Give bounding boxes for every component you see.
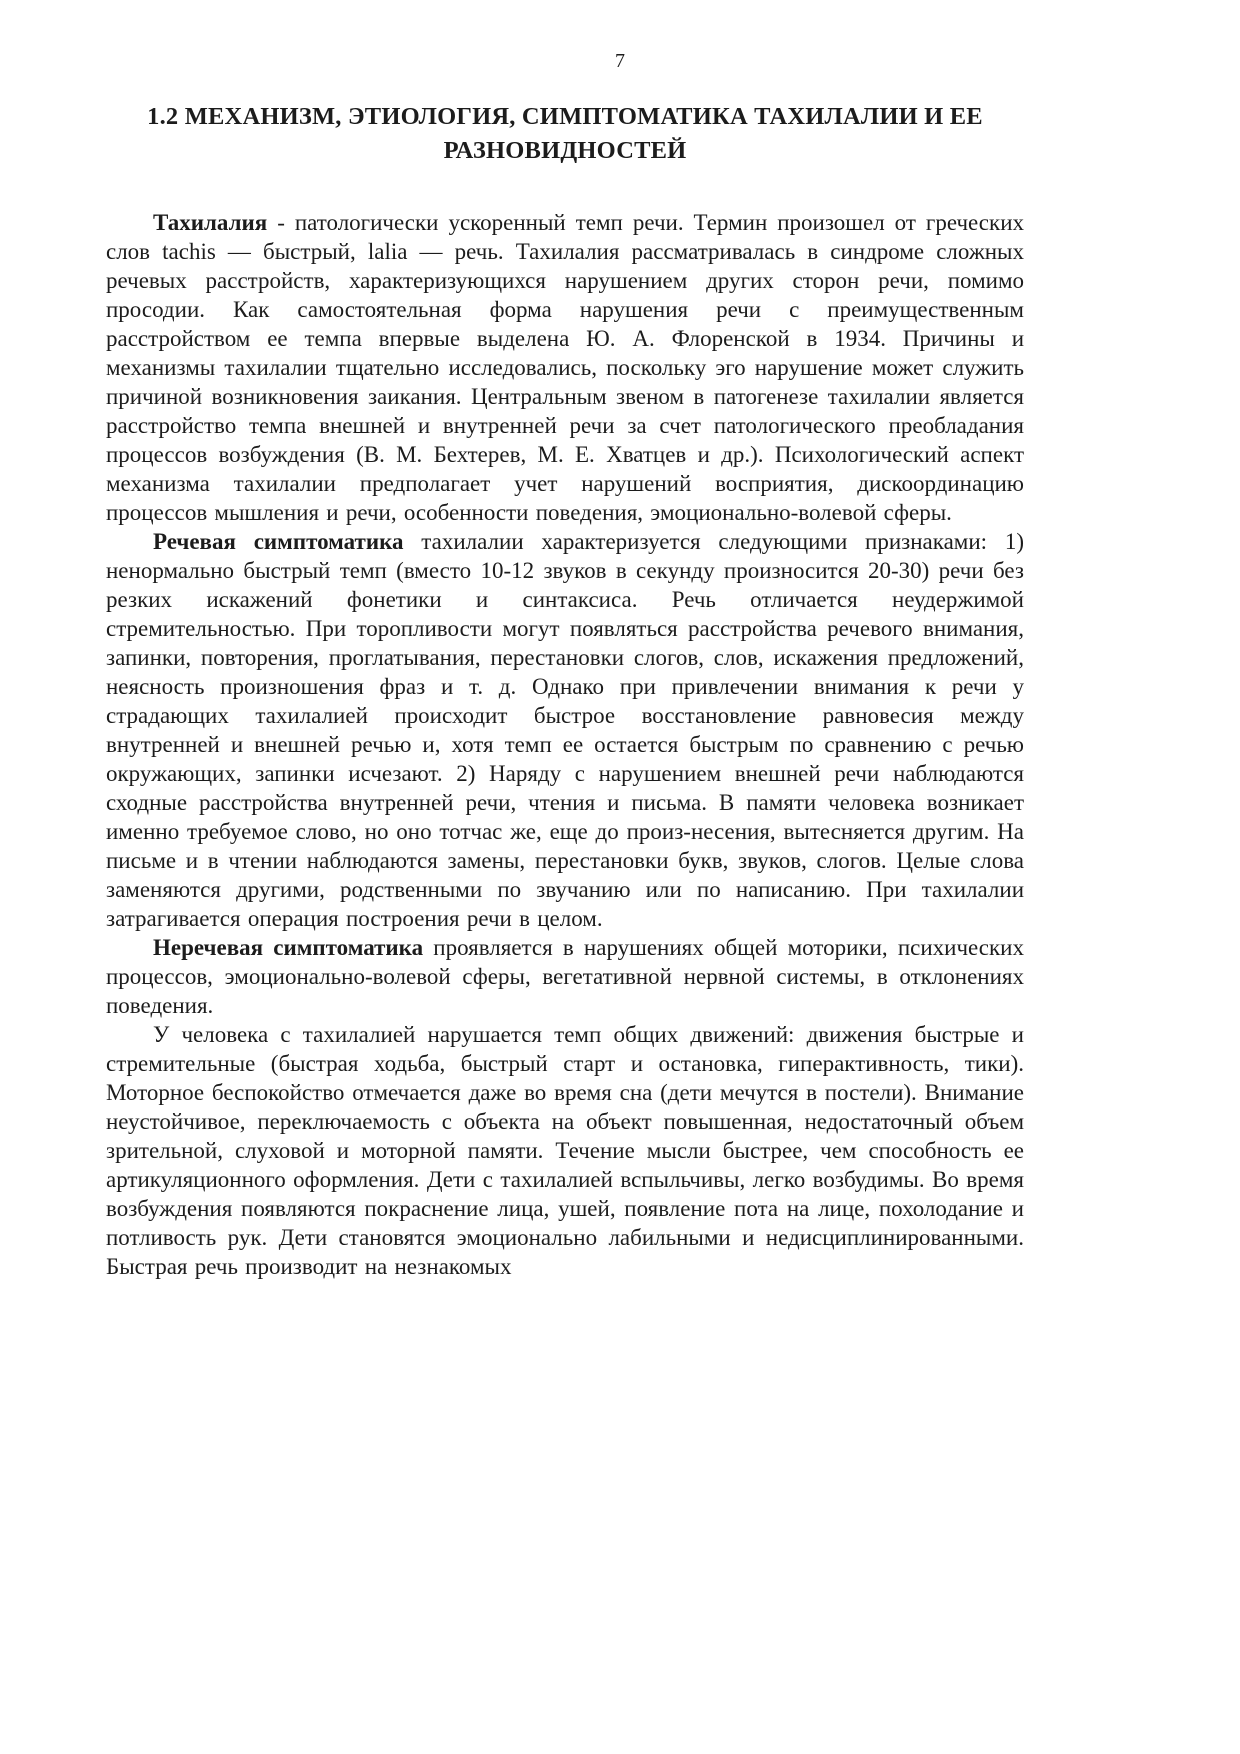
page-content: [106, 100, 1024, 1281]
page-number: 7: [615, 50, 625, 72]
paragraph: [106, 208, 1024, 527]
paragraph: [106, 933, 1024, 1020]
paragraph-body: проявляется в нарушениях общей моторики, психических процессов, эмоционально-волевой сферы, вегетативной нервной системы, в отклонениях поведения.: [106, 935, 1024, 1018]
paragraph: [106, 1020, 1024, 1281]
paragraph-body: У человека с тахилалией нарушается темп общих движений: движения быстрые и стремительные (быстрая ходьба, быстрый старт и остановка, гиперактивность, тики). Моторное беспокойство отмечается даже во время сна (дети мечутся в постели). Внимание неустойчивое, переключаемость с объекта на объект повышенная, недостаточный объем зрительной, слуховой и моторной памяти. Течение мысли быстрее, чем способность ее артикуляционного оформления. Дети с тахилалией вспыльчивы, легко возбудимы. Во время возбуждения появляются покраснение лица, ушей, появление пота на лице, похолодание и потливость рук. Дети становятся эмоционально лабильными и недисциплинированными. Быстрая речь производит на незнакомых: [106, 1022, 1024, 1279]
section-heading: 1.2 МЕХАНИЗМ, ЭТИОЛОГИЯ, СИМПТОМАТИКА ТАХИЛАЛИИ И ЕЕ РАЗНОВИДНОСТЕЙ: [147, 103, 983, 164]
paragraph-body: - патологически ускоренный темп речи. Термин произошел от греческих слов tachis — быстрый, lalia — речь. Тахилалия рассматривалась в синдроме сложных речевых расстройств, характеризующихся нарушением других сторон речи, помимо просодии. Как самостоятельная форма нарушения речи с преимущественным расстройством ее темпа впервые выделена Ю. А. Флоренской в 1934. Причины и механизмы тахилалии тщательно исследовались, поскольку эго нарушение может служить причиной возникновения заикания. Центральным звеном в патогенезе тахилалии является расстройство темпа внешней и внутренней речи за счет патологического преобладания процессов возбуждения (В. М. Бехтерев, М. Е. Хватцев и др.). Психологический аспект механизма тахилалии предполагает учет нарушений восприятия, дискоординацию процессов мышления и речи, особенности поведения, эмоционально-волевой сферы.: [106, 210, 1024, 525]
paragraph-body: тахилалии характеризуется следующими признаками: 1) ненормально быстрый темп (вместо 10-12 звуков в секунду произносится 20-30) речи без резких искажений фонетики и синтаксиса. Речь отличается неудержимой стремительностью. При торопливости могут появляться расстройства речевого внимания, запинки, повторения, проглатывания, перестановки слогов, слов, искажения предложений, неясность произношения фраз и т. д. Однако при привлечении внимания к речи у страдающих тахилалией происходит быстрое восстановление равновесия между внутренней и внешней речью и, хотя темп ее остается быстрым по сравнению с речью окружающих, запинки исчезают. 2) Наряду с нарушением внешней речи наблюдаются сходные расстройства внутренней речи, чтения и письма. В памяти человека возникает именно требуемое слово, но оно тотчас же, еще до произ-несения, вытесняется другим. На письме и в чтении наблюдаются замены, перестановки букв, звуков, слогов. Целые слова заменяются другими, родственными по звучанию или по написанию. При тахилалии затрагивается операция построения речи в целом.: [106, 529, 1024, 931]
paragraph-lead: Неречевая симптоматика: [153, 935, 424, 960]
paragraph-lead: Тахилалия: [153, 210, 268, 235]
paragraph: [106, 527, 1024, 933]
paragraph-lead: Речевая симптоматика: [153, 529, 404, 554]
